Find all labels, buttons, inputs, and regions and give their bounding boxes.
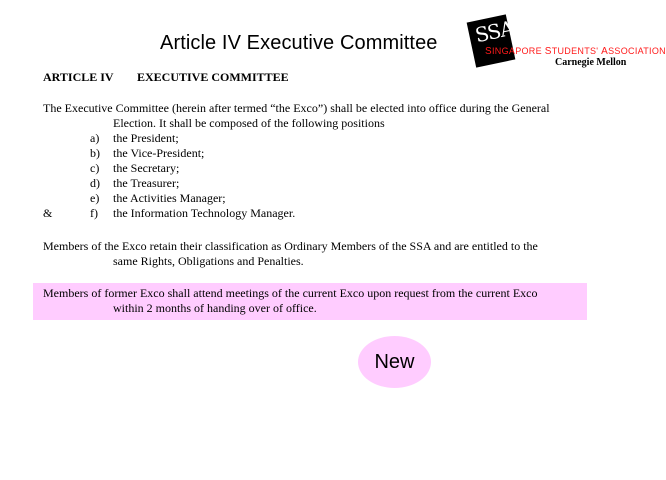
former-exco-paragraph: Members of former Exco shall attend meetings of the current Exco upon request from the current Exco within 2 months of handing over of office.	[43, 286, 538, 315]
logo-university-name: Carnegie Mellon	[555, 57, 627, 68]
slide-title: Article IV Executive Committee	[160, 32, 438, 54]
article-heading	[43, 70, 289, 85]
ssa-logo	[463, 10, 666, 80]
logo-association-name: SINGAPORE STUDENTS' ASSOCIATION	[485, 46, 666, 57]
new-badge: New	[358, 336, 431, 388]
article-label: ARTICLE IV	[43, 70, 114, 84]
logo-mark: SSA	[472, 15, 516, 48]
intro-paragraph: The Executive Committee (herein after termed “the Exco”) shall be elected into office during the General Election. It shall be composed of the following positions	[43, 101, 550, 130]
article-heading-title: EXECUTIVE COMMITTEE	[137, 70, 289, 84]
members-paragraph: Members of the Exco retain their classification as Ordinary Members of the SSA and are entitled to the same Rights, Obligations and Penalties.	[43, 239, 538, 268]
